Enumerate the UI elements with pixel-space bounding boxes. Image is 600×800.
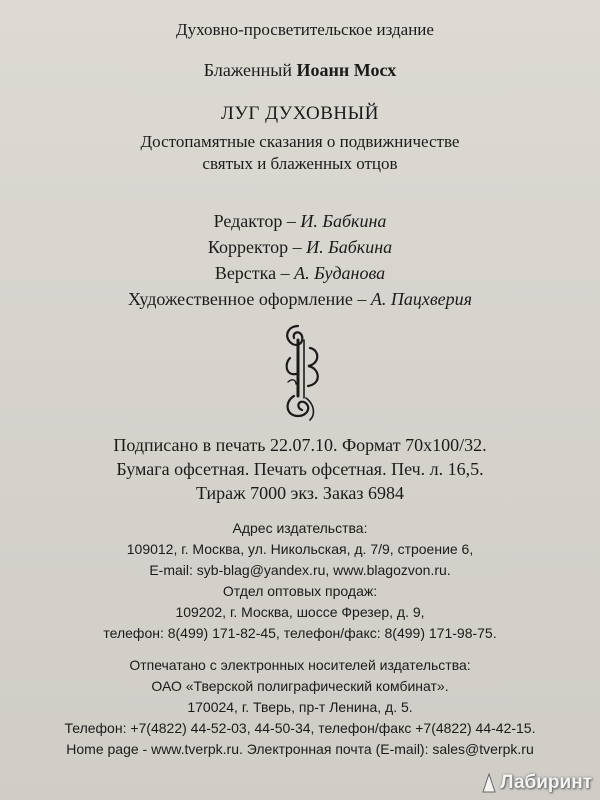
publisher-monogram-icon xyxy=(270,318,330,428)
publication-line: Подписано в печать 22.07.10. Формат 70х100/32. xyxy=(113,435,487,455)
printer-line: Телефон: +7(4822) 44-52-03, 44-50-34, телефон/факс +7(4822) 44-42-15. xyxy=(64,720,536,736)
publisher-address-block xyxy=(0,518,600,644)
printer-line: Home page - www.tverpk.ru. Электронная почта (E-mail): sales@tverpk.ru xyxy=(66,741,534,757)
publication-line: Бумага офсетная. Печать офсетная. Печ. л. 16,5. xyxy=(116,459,484,479)
credit-person: И. Бабкина xyxy=(306,237,393,257)
labirint-logo-icon xyxy=(481,773,497,793)
credit-person: И. Бабкина xyxy=(300,211,387,231)
printer-info-block xyxy=(0,655,600,760)
printer-line: 170024, г. Тверь, пр-т Ленина, д. 5. xyxy=(187,699,413,715)
publication-details xyxy=(0,433,600,505)
book-subtitle-line-2: святых и блаженных отцов xyxy=(202,154,398,173)
credit-art-design xyxy=(0,286,600,312)
printer-line: Отпечатано с электронных носителей издательства: xyxy=(129,657,471,673)
address-line: Отдел оптовых продаж: xyxy=(222,583,378,599)
printer-line: ОАО «Тверской полиграфический комбинат». xyxy=(151,678,449,694)
credit-layout xyxy=(0,260,600,286)
publication-line: Тираж 7000 экз. Заказ 6984 xyxy=(195,483,405,503)
book-subtitle-line-1: Достопамятные сказания о подвижничестве xyxy=(140,132,460,151)
credit-separator: – xyxy=(352,289,371,309)
series-label: Духовно-просветительское издание xyxy=(176,20,434,39)
credit-role: Художественное оформление xyxy=(127,289,353,309)
credit-role: Корректор xyxy=(207,237,289,257)
credit-editor xyxy=(0,208,600,234)
author-name: Иоанн Мосх xyxy=(296,60,397,80)
labirint-watermark xyxy=(481,772,592,794)
address-line: Адрес издательства: xyxy=(232,520,368,536)
credit-proofreader xyxy=(0,234,600,260)
credit-person: А. Буданова xyxy=(294,263,386,283)
book-title: ЛУГ ДУХОВНЫЙ xyxy=(221,103,379,124)
address-line: телефон: 8(499) 171-82-45, телефон/факс: 8(499) 171-98-75. xyxy=(103,625,497,641)
address-line: E-mail: syb-blag@yandex.ru, www.blagozvon.ru. xyxy=(149,562,451,578)
credit-separator: – xyxy=(288,237,307,257)
credit-separator: – xyxy=(276,263,295,283)
address-line: 109202, г. Москва, шоссе Фрезер, д. 9, xyxy=(175,604,425,620)
watermark-text: Лабиринт xyxy=(500,772,592,793)
credit-role: Редактор xyxy=(213,211,283,231)
credit-person: А. Пацхверия xyxy=(370,289,472,309)
address-line: 109012, г. Москва, ул. Никольская, д. 7/9, строение 6, xyxy=(126,541,474,557)
credit-role: Верстка xyxy=(214,263,277,283)
credit-separator: – xyxy=(282,211,301,231)
credits-block xyxy=(0,208,600,312)
author-line xyxy=(20,60,580,81)
author-prefix: Блаженный xyxy=(203,60,292,80)
